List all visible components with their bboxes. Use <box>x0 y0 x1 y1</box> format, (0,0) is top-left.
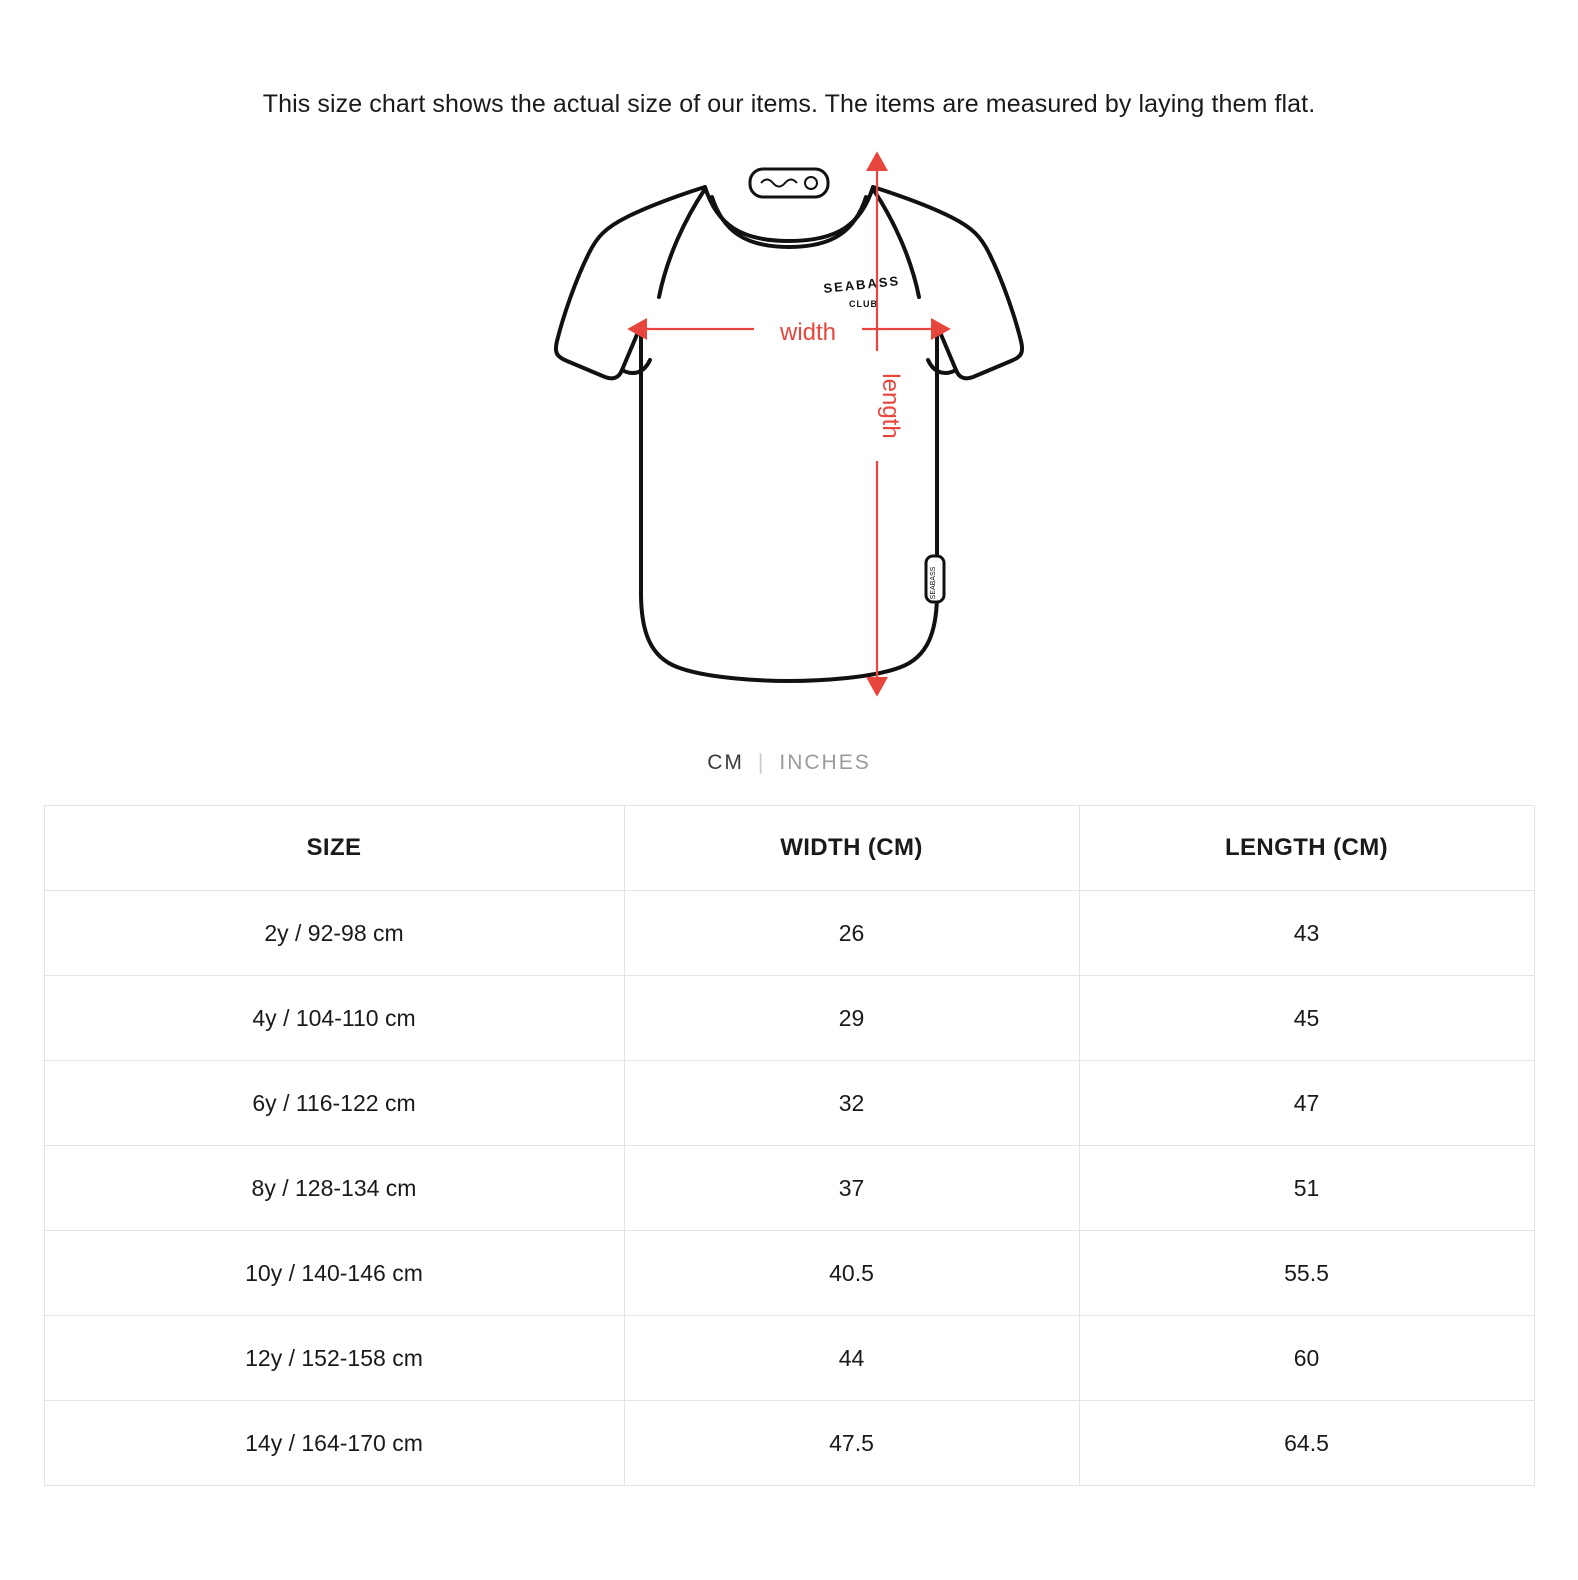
cell-size: 2y / 92-98 cm <box>44 891 624 976</box>
column-header-width: WIDTH (CM) <box>624 806 1079 891</box>
cell-width: 37 <box>624 1146 1079 1231</box>
cell-length: 51 <box>1079 1146 1534 1231</box>
cell-size: 12y / 152-158 cm <box>44 1316 624 1401</box>
cell-width: 44 <box>624 1316 1079 1401</box>
cell-width: 32 <box>624 1061 1079 1146</box>
table-row <box>44 1061 1534 1146</box>
cell-size: 10y / 140-146 cm <box>44 1231 624 1316</box>
unit-option-inches[interactable]: INCHES <box>779 751 871 774</box>
table-row <box>44 1146 1534 1231</box>
cell-width: 40.5 <box>624 1231 1079 1316</box>
cell-length: 43 <box>1079 891 1534 976</box>
column-header-length: LENGTH (CM) <box>1079 806 1534 891</box>
unit-option-cm[interactable]: CM <box>707 751 744 774</box>
svg-text:CLUB: CLUB <box>849 299 878 309</box>
unit-toggle[interactable] <box>0 751 1578 775</box>
length-measure-label: length <box>877 373 904 439</box>
width-measure-label: width <box>779 319 837 346</box>
cell-length: 60 <box>1079 1316 1534 1401</box>
cell-length: 55.5 <box>1079 1231 1534 1316</box>
table-row <box>44 1401 1534 1486</box>
tshirt-illustration <box>509 141 1069 721</box>
hem-tag-icon <box>926 556 944 602</box>
cell-length: 47 <box>1079 1061 1534 1146</box>
length-label-text <box>1069 141 1070 142</box>
tshirt-diagram <box>509 141 1069 726</box>
table-row <box>44 1231 1534 1316</box>
width-label-text <box>1069 141 1070 142</box>
column-header-size: SIZE <box>44 806 624 891</box>
size-table <box>44 805 1535 1486</box>
table-row <box>44 976 1534 1061</box>
cell-size: 4y / 104-110 cm <box>44 976 624 1061</box>
cell-size: 6y / 116-122 cm <box>44 1061 624 1146</box>
cell-width: 29 <box>624 976 1079 1061</box>
cell-size: 14y / 164-170 cm <box>44 1401 624 1486</box>
cell-width: 26 <box>624 891 1079 976</box>
chest-logo-icon <box>823 273 901 309</box>
cell-length: 64.5 <box>1079 1401 1534 1486</box>
svg-text:SEABASS: SEABASS <box>822 273 901 296</box>
intro-text: This size chart shows the actual size of our items. The items are measured by laying them flat. <box>262 90 1316 118</box>
cell-length: 45 <box>1079 976 1534 1061</box>
neck-label-icon <box>750 169 828 197</box>
table-header-row <box>44 806 1534 891</box>
tshirt-diagram-container <box>0 141 1578 741</box>
table-row <box>44 1316 1534 1401</box>
cell-width: 47.5 <box>624 1401 1079 1486</box>
cell-size: 8y / 128-134 cm <box>44 1146 624 1231</box>
svg-text:SEABASS: SEABASS <box>930 566 937 600</box>
table-row <box>44 891 1534 976</box>
unit-separator: | <box>757 751 766 774</box>
